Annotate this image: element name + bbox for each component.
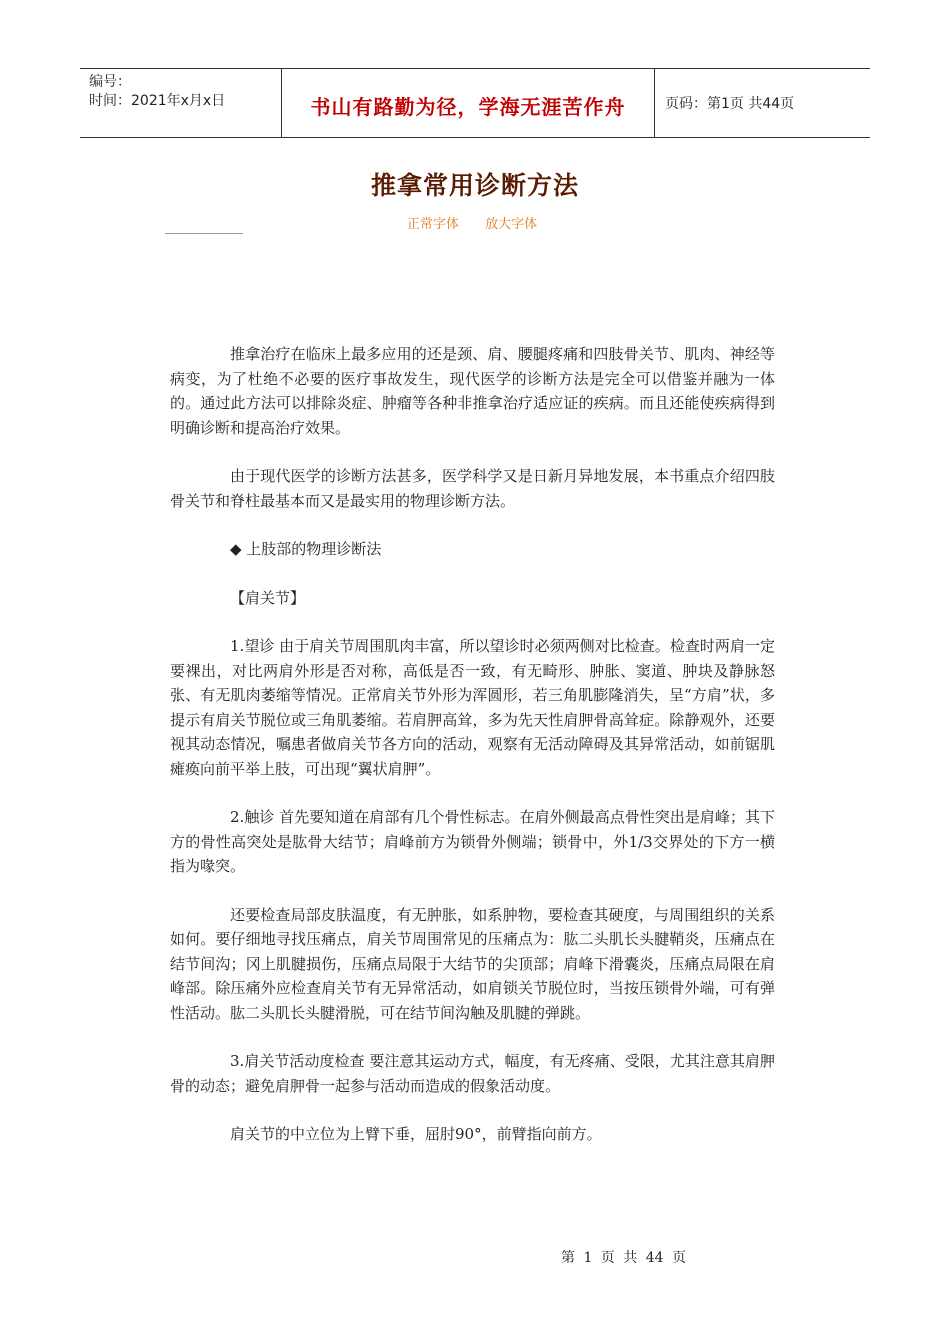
article-body bbox=[170, 342, 775, 1171]
section-heading: ◆ 上肢部的物理诊断法 bbox=[230, 540, 382, 558]
font-size-switcher bbox=[407, 213, 559, 232]
document-date: 时间：2021年x月x日 bbox=[89, 93, 226, 109]
header-table bbox=[80, 68, 870, 138]
large-font-link[interactable]: 放大字体 bbox=[485, 217, 538, 232]
subsection-heading: 【肩关节】 bbox=[230, 588, 306, 607]
paragraph: 1.望诊 由于肩关节周围肌肉丰富，所以望诊时必须两侧对比检查。检查时两肩一定要裸出，对比两肩外形是否对称，高低是否一致，有无畸形、肿胀、窦道、肿块及静脉怒张、有无肌肉萎缩等情况。正常肩关节外形为浑圆形，若三角肌膨隆消失，呈“方肩”状，多提示有肩关节脱位或三角肌萎缩。若肩胛高耸，多为先天性肩胛骨高耸症。除静观外，还要视其动态情况，嘱患者做肩关节各方向的活动，观察有无活动障碍及其异常活动，如前锯肌瘫痪向前平举上肢，可出现“翼状肩胛”。 bbox=[170, 637, 775, 778]
normal-font-link[interactable]: 正常字体 bbox=[407, 217, 460, 232]
header-page-cell bbox=[655, 69, 870, 137]
page-footer: 第 1 页 共 44 页 bbox=[561, 1250, 686, 1266]
paragraph: 肩关节的中立位为上臂下垂，屈肘90°，前臂指向前方。 bbox=[230, 1125, 602, 1143]
paragraph: 由于现代医学的诊断方法甚多，医学科学又是日新月异地发展，本书重点介绍四肢骨关节和脊柱最基本而又是最实用的物理诊断方法。 bbox=[170, 467, 775, 510]
paragraph: 还要检查局部皮肤温度，有无肿胀，如系肿物，要检查其硬度，与周围组织的关系如何。要仔细地寻找压痛点，肩关节周围常见的压痛点为：肱二头肌长头腱鞘炎，压痛点在结节间沟；冈上肌腱损伤，压痛点局限于大结节的尖顶部；肩峰下滑囊炎，压痛点局限在肩峰部。除压痛外应检查肩关节有无异常活动，如肩锁关节脱位时，当按压锁骨外端，可有弹性活动。肱二头肌长头腱滑脱，可在结节间沟触及肌腱的弹跳。 bbox=[170, 905, 775, 1022]
paragraph: 推拿治疗在临床上最多应用的还是颈、肩、腰腿疼痛和四肢骨关节、肌肉、神经等病变，为了杜绝不必要的医疗事故发生，现代医学的诊断方法是完全可以借鉴并融为一体的。通过此方法可以排除炎症、肿瘤等各种非推拿治疗适应证的疾病。而且还能使疾病得到明确诊断和提高治疗效果。 bbox=[170, 345, 775, 437]
header-meta-cell bbox=[80, 69, 280, 137]
paragraph: 2.触诊 首先要知道在肩部有几个骨性标志。在肩外侧最高点骨性突出是肩峰；其下方的骨性高突处是肱骨大结节；肩峰前方为锁骨外侧端；锁骨中，外1/3交界处的下方一横指为喙突。 bbox=[170, 808, 775, 875]
divider bbox=[165, 233, 243, 234]
page-info: 页码：第1页 共44页 bbox=[665, 96, 795, 112]
document-number-label: 编号： bbox=[89, 74, 131, 90]
header-motto-cell bbox=[281, 69, 655, 137]
motto-text: 书山有路勤为径，学海无涯苦作舟 bbox=[310, 94, 626, 119]
paragraph: 3.肩关节活动度检查 要注意其运动方式，幅度，有无疼痛、受限，尤其注意其肩胛骨的动态；避免肩胛骨一起参与活动而造成的假象活动度。 bbox=[170, 1052, 775, 1095]
page-title: 推拿常用诊断方法 bbox=[370, 171, 579, 200]
